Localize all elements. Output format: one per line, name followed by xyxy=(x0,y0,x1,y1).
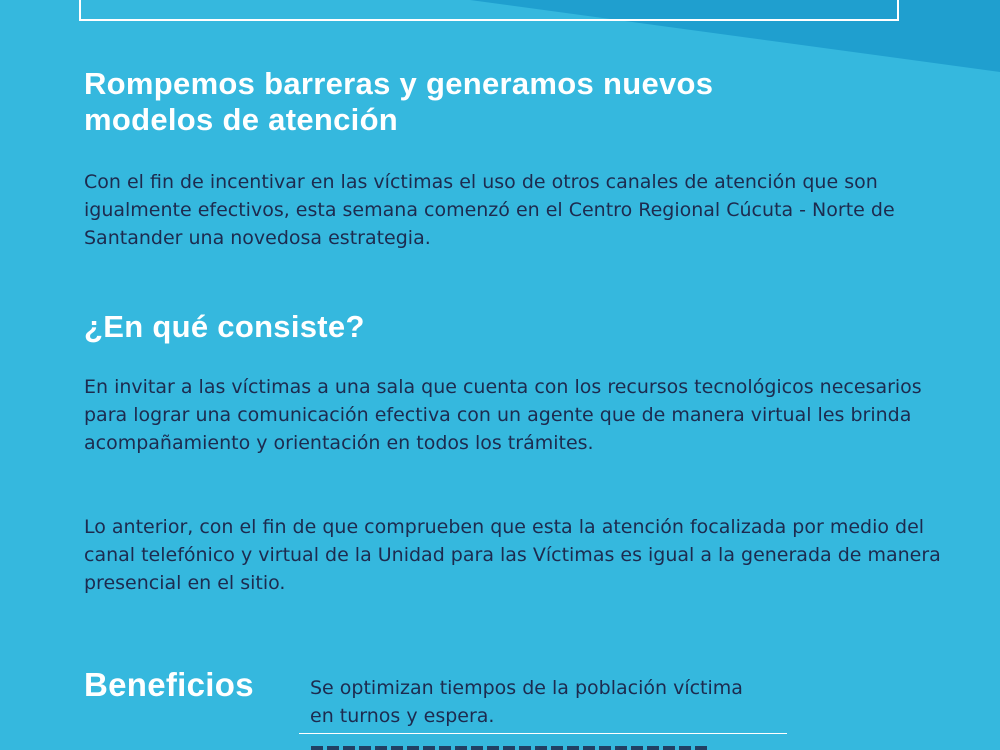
benefit-item xyxy=(299,674,787,730)
consiste-paragraph-1: En invitar a las víctimas a una sala que cuenta con los recursos tecnológicos necesarios para lograr una comunicación efectiva con un agente que de manera virtual les brinda acompañamiento y orientación en todos los trámites. xyxy=(84,376,922,454)
intro-paragraph: Con el fin de incentivar en las víctimas el uso de otros canales de atención que son igualmente efectivos, esta semana comenzó en el Centro Regional Cúcuta - Norte de Santander una novedosa estrategia. xyxy=(84,171,895,249)
consiste-paragraph-2: Lo anterior, con el fin de que comprueben que esta la atención focalizada por medio del canal telefónico y virtual de la Unidad para las Víctimas es igual a la generada de manera presencial en el sitio. xyxy=(84,516,941,594)
benefit-text: Se optimizan tiempos de la población víctima en turnos y espera. xyxy=(310,677,743,727)
benefit-divider xyxy=(299,733,787,734)
section-title-barreras: Rompemos barreras y generamos nuevos modelos de atención xyxy=(84,66,714,137)
title-banner-frame xyxy=(79,0,899,21)
section-title-consiste: ¿En qué consiste? xyxy=(84,309,365,344)
section-title-beneficios: Beneficios xyxy=(84,666,254,703)
next-benefit-cutoff xyxy=(311,740,711,750)
